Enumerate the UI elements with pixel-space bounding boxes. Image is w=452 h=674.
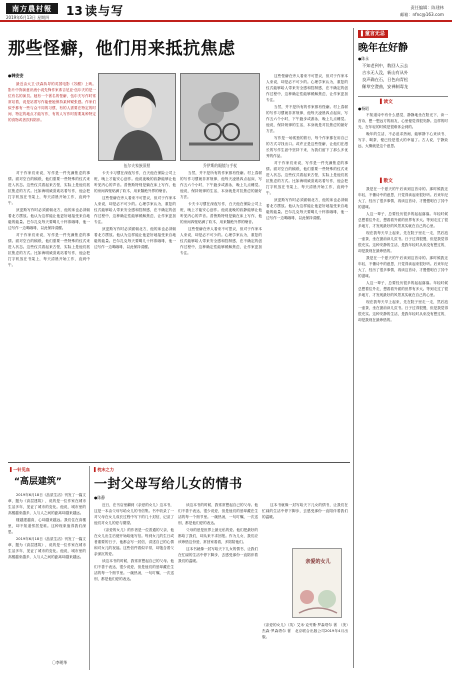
bottom-main-paragraph: 《亲爱的女儿》的作者是一位普通的父亲，他在女儿出生后便开始给她写信。每到女儿的生日或者重要的日子，他都会写一封信，讲述自己的心情和对女儿的祝福。这些信件看似平常，却饱含着父亲深沉的爱。 [94, 528, 174, 556]
lead-body-col3 [180, 170, 262, 458]
right-paragraph: 人这一辈子，总要经历很多的起起落落。年轻时候总想着往外走，想看看外面的世界有多大。等到走过了很多地方，才发现最好的风景其实就在自己的心里。 [358, 212, 448, 228]
right-paragraph: 我是在一个夏天的午后读到这首诗的。那时候我还年轻，不懂诗中的意思，只觉得读起来很好听。后来年纪大了，经历了很多事情，再读这首诗，才慢慢明白了其中的滋味。 [358, 187, 448, 209]
photo2-caption: 乔伊斯的眼镜与手杖 [202, 163, 238, 168]
poem-line: 良声确在石，日色向青松 [362, 77, 409, 82]
bottom-rule [8, 462, 350, 463]
editor-line: 责任编辑：陈建林 [410, 5, 444, 10]
right-paragraph: 晚年的生活，不必追求热闹，能够静下心来读书、写字、喝茶，便已经是很大的幸福了。古人说，宁静致远，大概就是这个意思。 [358, 132, 448, 148]
bottom-main-headline: 一封父母写给儿女的情书 [94, 477, 243, 492]
bottom-left-signature: 〇李明华 [52, 660, 68, 665]
lead-paragraph: 狄更斯写作时必须面朝北方，他的床也必须朝着北方摆放。他认为这样能让他更好地接受来自地磁的能量。巴尔扎克每天要喝几十杯浓咖啡，他一边写作一边喝咖啡，以此保持清醒。 [8, 208, 90, 230]
lead-paragraph: 狄更斯写作时必须面朝北方，他的床也必须朝着北方摆放。他认为这样能让他更好地接受来自地磁的能量。巴尔扎克每天要喝几十杯浓咖啡，他一边写作一边喝咖啡，以此保持清醒。 [266, 198, 348, 220]
bottom-main-paragraph: 读这本书的时候，我常常想起自己的父母。他们不善于表达，很少说爱，但是他们的爱却藏在生活的每一个细节里。一碗热汤，一句叮嘱，一次送别，都是他们爱的表达。 [94, 559, 174, 581]
bottom-main-paragraph: 这本书就像一封写给天下儿女的情书，让我们在忙碌的生活中停下脚步，去感受那份一直陪伴着我们的温暖。 [262, 503, 348, 519]
section-title: 读与写 [85, 4, 125, 18]
bottom-divider [89, 466, 90, 670]
bottom-main-author: ●陈静 [94, 495, 105, 500]
bottom-left-tag: ▌一针见血 [10, 467, 30, 472]
email-line: 邮箱：nfnc@163.com [399, 12, 444, 17]
right-paragraph: 我是在一个夏天的午后读到这首诗的。那时候我还年轻，不懂诗中的意思，只觉得读起来很好听。后来年纪大了，经历了很多事情，再读这首诗，才慢慢明白了其中的滋味。 [358, 256, 448, 278]
bottom-main-col2 [178, 502, 258, 670]
right-tag3: ▌散文 [380, 179, 393, 184]
bottom-main-col1 [94, 502, 174, 670]
bottom-main-paragraph: 近日，在书店里翻到《亲爱的女儿》这本书，这是一本由父母写给女儿的书信集。书中收录了一对父母在女儿成长过程中写下的几十封信，记录了他们对女儿的爱与期望。 [94, 503, 174, 525]
lead-paragraph: 卡夫卡习惯在深夜写作，白天他在保险公司上班，晚上才能安心创作。他说夜晚的寂静能够让他听见内心的声音。普鲁斯特则是躺在床上写作，他的房间四壁贴满了软木，用来隔绝外界的噪音。 [94, 171, 176, 193]
lead-paragraph: 写作是一场孤独的旅行，每个作家都在用自己的方式寻找出口。或许正是这些怪癖，让他们在漫长的写作生涯中坚持下来，为我们留下了那么多优秀的作品。 [266, 136, 348, 158]
poem-line: 不知老到中，数回人云去 [362, 63, 409, 68]
lead-paragraph: 当然，并不是所有的作家都有怪癖。村上春树的写作习惯就非常规律，他每天凌晨四点起床，写作五六个小时，下午跑步或游泳，晚上九点睡觉。他说，保持规律的生活，本身就是对抗焦虑的最好方法。 [266, 105, 348, 133]
lead-paragraph: 这些怪癖在旁人看来不可思议，但对于作家本人来说，却是必不可少的。心理学家认为，重复的仪式能够给人带来安全感和控制感，在不确定的创作过程中，这种确定性能够缓解焦虑，让作家更加专注。 [94, 196, 176, 224]
lead-paragraph: 对于作家们来说，写作是一件充满焦虑的事情。面对空白的稿纸，他们需要一些特殊的仪式来进入状态。这些仪式看起来古怪，实际上是他们抵抗焦虑的方式。比如海明威喜欢站着写作，他会把打字机放在书架上，每天清晨开始工作，直到中午。 [266, 161, 348, 195]
bottom-left-body [8, 492, 86, 658]
book-cover [292, 548, 342, 618]
lead-intro [8, 81, 96, 166]
bottom-main-paragraph: 读这本书的时候，我常常想起自己的父母。他们不善于表达，很少说爱，但是他们的爱却藏在生活的每一个细节里。一碗热汤，一句叮嘱，一次送别，都是他们爱的表达。 [178, 503, 258, 525]
page-number: 13 [66, 4, 83, 18]
lead-headline: 那些怪癖，他们用来抵抗焦虑 [8, 39, 236, 59]
poem-line: 吉水无人没，新山有从外 [362, 70, 409, 75]
bottom-left-headline: “高层建筑” [14, 477, 62, 487]
bottom-left-paragraph: 楼越建越高，心却越来越远。我们住在高楼里，却不知道邻居是谁。这种现象值得我们深思。 [8, 518, 86, 534]
poem-line: 稀草空澄曲，安禅制毒龙 [362, 84, 409, 89]
glasses-icon [181, 74, 260, 161]
portrait-photo [98, 73, 176, 161]
bottom-main-tag: ▌枕末之力 [94, 467, 114, 472]
lead-body-col4 [266, 73, 348, 458]
lead-paragraph: 当然，并不是所有的作家都有怪癖。村上春树的写作习惯就非常规律，他每天凌晨四点起床，写作五六个小时，下午跑步或游泳，晚上九点睡觉。他说，保持规律的生活，本身就是对抗焦虑的最好方法。 [180, 171, 262, 199]
date-line: 2019年6月13日 星期四 [6, 15, 50, 20]
lead-author: ●韩安安 [8, 73, 24, 78]
bottom-left-paragraph: 2019年6月18日《品质生活》刊发了一篇文章，题为《高层建筑》，说的是一位作家在城市生活多年，见证了城市的变化。他说，城市里的高楼越来越多，人与人之间的距离却越来越远。 [8, 537, 86, 559]
lead-body-col1 [8, 170, 90, 458]
glasses-photo [180, 73, 260, 161]
right-author: ●陈永 [358, 56, 369, 61]
book-title: 亲爱的女儿 [305, 559, 331, 565]
lead-body-col2 [94, 170, 176, 458]
bottom-main-paragraph: 这本书就像一封写给天下儿女的情书，让我们在忙碌的生活中停下脚步，去感受那份一直陪伴着我们的温暖。 [178, 547, 258, 563]
poem-block [362, 62, 448, 90]
book-caption-text: 《亲爱的女儿》（英）艾米·克劳斯·罗森塔尔 著 （美）杰森·罗森塔尔 著 北京联合出版公司2019年4月出版。 [262, 623, 348, 639]
lead-paragraph: 卡夫卡习惯在深夜写作，白天他在保险公司上班，晚上才能安心创作。他说夜晚的寂静能够让他听见内心的声音。普鲁斯特则是躺在床上写作，他的房间四壁贴满了软木，用来隔绝外界的噪音。 [180, 202, 262, 224]
right-divider [358, 96, 448, 97]
right-body2 [358, 186, 448, 670]
paper-logo [6, 3, 58, 14]
right-headline: 晚年在好静 [358, 43, 408, 54]
right-tag2: ▌读文 [380, 100, 393, 105]
portrait-woman-icon [99, 74, 176, 161]
lead-paragraph: 狄更斯写作时必须面朝北方，他的床也必须朝着北方摆放。他认为这样能让他更好地接受来自地磁的能量。巴尔扎克每天要喝几十杯浓咖啡，他一边写作一边喝咖啡，以此保持清醒。 [94, 227, 176, 249]
right-tag: ▌童言无忌 [358, 30, 388, 38]
photo1-caption: 伍尔夫家族旧照 [123, 163, 151, 168]
right-paragraph: 现在我每天早上起来，先在院子里走一走，然后泡一壶茶，坐在窗前读几页书。日子过得很慢，但是我觉得很充实。这种安静的生活，是我年轻时从来没有想过的，却是我现在最珍惜的。 [358, 231, 448, 253]
bottom-left-paragraph: 2019年6月18日《品质生活》刊发了一篇文章，题为《高层建筑》，说的是一位作家在城市生活多年，见证了城市的变化。他说，城市里的高楼越来越多，人与人之间的距离却越来越远。 [8, 493, 86, 515]
right-lines-label: ●杨昭 [358, 106, 369, 111]
book-caption [262, 622, 348, 670]
bottom-main-col3 [262, 502, 348, 546]
right-paragraph: 人这一辈子，总要经历很多的起起落落。年轻时候总想着往外走，想看看外面的世界有多大。等到走过了很多地方，才发现最好的风景其实就在自己的心里。 [358, 281, 448, 297]
lead-paragraph: 对于作家们来说，写作是一件充满焦虑的事情。面对空白的稿纸，他们需要一些特殊的仪式来进入状态。这些仪式看起来古怪，实际上是他们抵抗焦虑的方式。比如海明威喜欢站着写作，他会把打字机放在书架上，每天清晨开始工作，直到中午。 [8, 171, 90, 205]
lead-paragraph: 对于作家们来说，写作是一件充满焦虑的事情。面对空白的稿纸，他们需要一些特殊的仪式来进入状态。这些仪式看起来古怪，实际上是他们抵抗焦虑的方式。比如海明威喜欢站着写作，他会把打字机放在书架上，每天清晨开始工作，直到中午。 [8, 233, 90, 267]
lead-paragraph: 这些怪癖在旁人看来不可思议，但对于作家本人来说，却是必不可少的。心理学家认为，重复的仪式能够给人带来安全感和控制感，在不确定的创作过程中，这种确定性能够缓解焦虑，让作家更加专注。 [180, 227, 262, 255]
right-paragraph: 现在我每天早上起来，先在院子里走一走，然后泡一壶茶，坐在窗前读几页书。日子过得很慢，但是我觉得很充实。这种安静的生活，是我年轻时从来没有想过的，却是我现在最珍惜的。 [358, 300, 448, 322]
bottom-main-paragraph: 父母的爱是世界上最无私的爱。他们把最好的都给了我们，却从来不求回报。作为儿女，我们应该珍惜这份爱，常回家看看，多陪陪他们。 [178, 528, 258, 544]
column-divider [353, 28, 354, 668]
right-body1 [358, 112, 448, 176]
lead-paragraph: 这些怪癖在旁人看来不可思议，但对于作家本人来说，却是必不可少的。心理学家认为，重复的仪式能够给人带来安全感和控制感，在不确定的创作过程中，这种确定性能够缓解焦虑，让作家更加专注。 [266, 74, 348, 102]
masthead [0, 0, 452, 22]
paper-name: 南方農村報 [12, 4, 52, 13]
lead-intro-text: 最近由大卫·沃森执导的英国电影《苏醒》上映。影片中饰演意识流小说先锋作家弗吉尼亚·伍尔夫的是一位有名的演员。她有一个著名的怪癖，伍尔夫写作时常常站着，说是站着写作能使她保持某种紧张感。作家们似乎都有一些与众不同的习惯，有的人需要在特定的时间、特定的地点才能写作，有的人写作时需要某种特定的食物或者饮料陪伴。 [8, 82, 96, 122]
right-paragraph: 不知道诗中有什么感觉，静静地坐在阳光下，读一首诗，想一想远方的朋友，心里便觉得很安静。这样的时光，在年轻的时候是很难体会到的。 [358, 113, 448, 129]
